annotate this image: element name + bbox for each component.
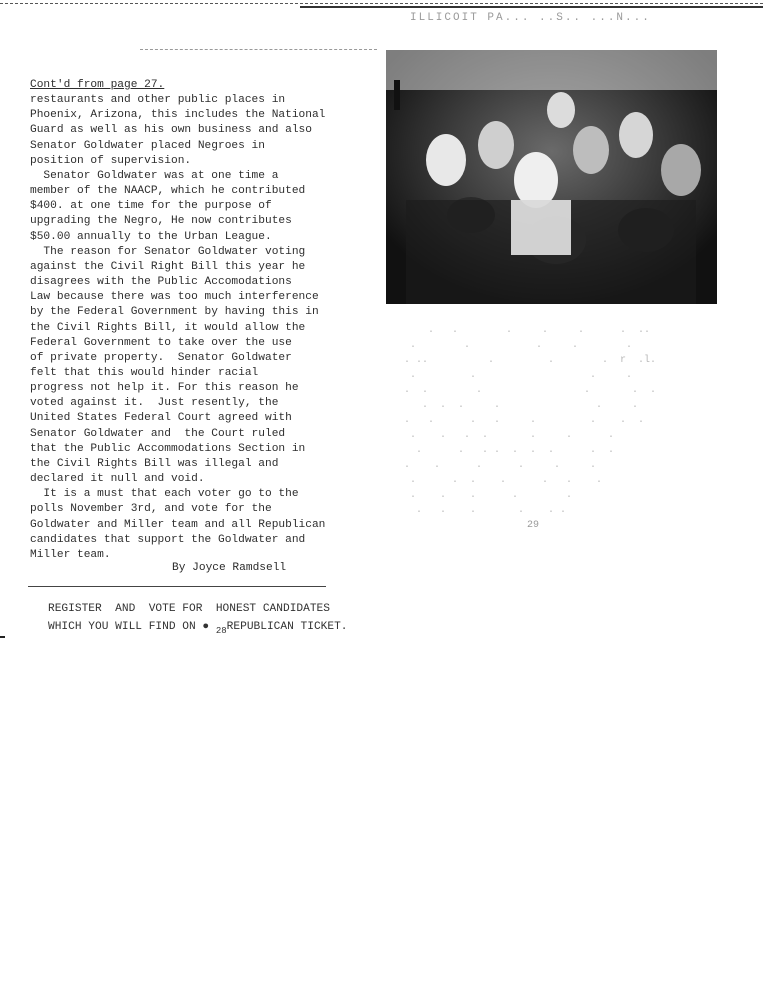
article-line: position of supervision.: [30, 154, 192, 167]
footer-slogan: [48, 600, 348, 636]
caption-line: . . . . . .: [398, 385, 657, 396]
caption-line: . . . .: [398, 370, 633, 381]
margin-mark: [0, 636, 5, 638]
article-line: $50.00 annually to the Urban League.: [30, 230, 272, 243]
article-line: Senator Goldwater placed Negroes in: [30, 139, 265, 152]
article-line: Goldwater and Miller team and all Republican: [30, 518, 326, 531]
top-edge-rule: [0, 3, 763, 4]
caption-line: . . . . . .: [398, 460, 597, 471]
caption-line: . . . . . . . .: [398, 415, 645, 426]
article-line: polls November 3rd, and vote for the: [30, 503, 272, 516]
article-line: the Civil Rights Bill was illegal and: [30, 457, 279, 470]
article-line: Senator Goldwater was at one time a: [30, 169, 279, 182]
caption-line: . . . . . . .: [398, 475, 603, 486]
article-line: by the Federal Government by having this in: [30, 306, 319, 319]
article-line: Guard as well as his own business and also: [30, 124, 312, 137]
article-column: [30, 78, 375, 563]
article-line: The reason for Senator Goldwater voting: [30, 245, 306, 258]
article-line: that the Public Accommodations Section in: [30, 442, 306, 455]
page-number: 28: [215, 626, 227, 636]
article-line: of private property. Senator Goldwater: [30, 351, 292, 364]
caption-line: . . . . . .: [398, 400, 639, 411]
article-line: declared it null and void.: [30, 473, 205, 486]
article-line: voted against it. Just resently, the: [30, 397, 279, 410]
article-line: Senator Goldwater and the Court ruled: [30, 427, 286, 440]
article-line: progress not help it. For this reason he: [30, 382, 299, 395]
faded-header-text: ILLICOIT PA... ..S.. ...N...: [410, 12, 651, 24]
caption-line: . . . . . .: [398, 505, 567, 516]
caption-line: . . . . .: [398, 490, 573, 501]
section-divider-top: [140, 49, 377, 50]
article-line: disagrees with the Public Accomodations: [30, 276, 292, 289]
article-line: United States Federal Court agreed with: [30, 412, 292, 425]
footer-line-1: REGISTER AND VOTE FOR HONEST CANDIDATES: [48, 603, 330, 615]
caption-line: . . . . . . ..: [398, 325, 651, 336]
article-line: the Civil Rights Bill, it would allow the: [30, 321, 306, 334]
article-line: member of the NAACP, which he contributed: [30, 185, 306, 198]
photo-caption-faded: [398, 323, 728, 518]
byline: By Joyce Ramdsell: [172, 562, 287, 574]
article-line: upgrading the Negro, He now contributes: [30, 215, 292, 228]
footer-line-2-end: REPUBLICAN TICKET.: [226, 621, 348, 633]
footer-line-2-start: WHICH YOU WILL FIND ON: [48, 621, 203, 633]
caption-line: . . . . . . .: [398, 430, 615, 441]
article-line: Phoenix, Arizona, this includes the National: [30, 109, 326, 122]
article-end-rule: [28, 586, 326, 587]
article-line: Federal Government to take over the use: [30, 336, 292, 349]
header-rule: [300, 6, 763, 8]
continued-note: Cont'd from page 27.: [30, 79, 165, 91]
article-line: $400. at one time for the purpose of: [30, 200, 272, 213]
caption-line: . . . . .: [398, 340, 633, 351]
bullet-mark: ●: [202, 621, 216, 633]
article-line: restaurants and other public places in: [30, 94, 286, 107]
caption-page-number: 29: [527, 520, 540, 531]
footer-line-2: [48, 618, 348, 636]
article-line: against the Civil Right Bill this year he: [30, 260, 306, 273]
article-line: felt that this would hinder racial: [30, 366, 259, 379]
article-line: Miller team.: [30, 548, 111, 561]
article-line: It is a must that each voter go to the: [30, 488, 299, 501]
article-body: [30, 93, 375, 563]
article-line: Law because there was too much interference: [30, 291, 319, 304]
caption-line: . .. . . . r .l.: [398, 355, 657, 366]
group-photo: [386, 50, 717, 304]
article-line: candidates that support the Goldwater and: [30, 533, 306, 546]
caption-line: . . . . . . . . .: [398, 445, 615, 456]
group-photo-image: [386, 50, 717, 304]
